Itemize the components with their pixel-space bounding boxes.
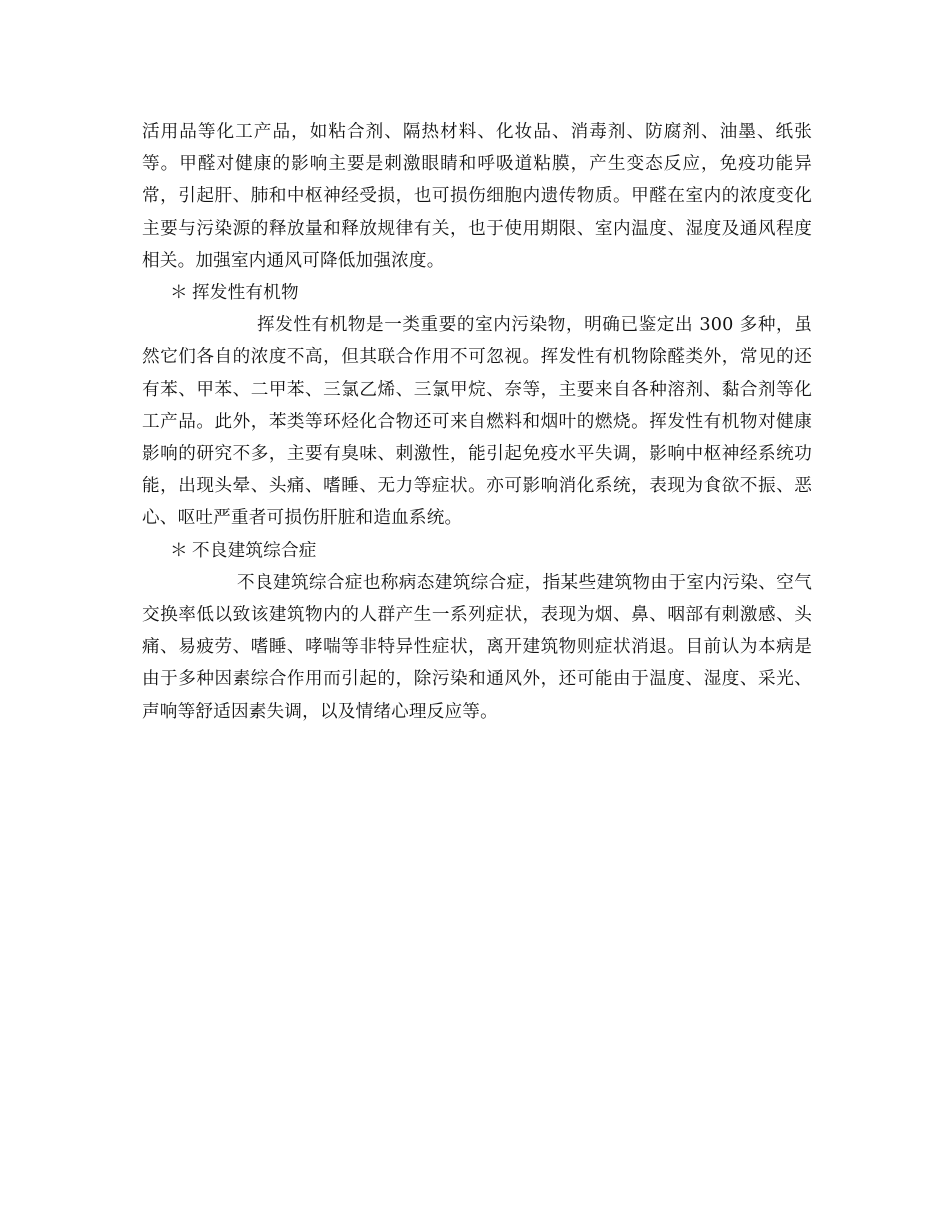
document-body <box>142 116 812 728</box>
section-heading-voc-text: 挥发性有机物 <box>192 283 299 304</box>
section-heading-sbs-text: 不良建筑综合症 <box>192 540 317 561</box>
paragraph-sick-building: 不良建筑综合症也称病态建筑综合症，指某些建筑物由于室内污染、空气交换率低以致该建筑物内的人群产生一系列症状，表现为烟、鼻、咽部有刺激感、头痛、易疲劳、嗜睡、哮喘等非特异性症状，离开建筑物则症状消退。目前认为本病是由于多种因素综合作用而引起的，除污染和通风外，还可能由于温度、湿度、采光、声响等舒适因素失调，以及情绪心理反应等。 <box>142 572 812 722</box>
paragraph-voc: 挥发性有机物是一类重要的室内污染物，明确已鉴定出 300 多种，虽然它们各自的浓度不高，但其联合作用不可忽视。挥发性有机物除醛类外，常见的还有苯、甲苯、二甲苯、三氯乙烯、三氯甲烷、奈等，主要来自各种溶剂、黏合剂等化工产品。此外，苯类等环烃化合物还可来自燃料和烟叶的燃烧。挥发性有机物对健康影响的研究不多，主要有臭味、刺激性，能引起免疫水平失调，影响中枢神经系统功能，出现头晕、头痛、嗜睡、无力等症状。亦可影响消化系统，表现为食欲不振、恶心、呕吐严重者可损伤肝脏和造血系统。 <box>142 315 812 529</box>
paragraph-formaldehyde: 活用品等化工产品，如粘合剂、隔热材料、化妆品、消毒剂、防腐剂、油墨、纸张等。甲醛对健康的影响主要是刺激眼睛和呼吸道粘膜，产生变态反应，免疫功能异常，引起肝、肺和中枢神经受损，也可损伤细胞内遗传物质。甲醛在室内的浓度变化主要与污染源的释放量和释放规律有关，也于使用期限、室内温度、湿度及通风程度相关。加强室内通风可降低加强浓度。 <box>142 122 812 271</box>
bullet-marker: ＊ <box>170 283 188 304</box>
bullet-marker: ＊ <box>170 540 188 561</box>
section-heading-sbs <box>142 535 812 567</box>
section-heading-voc <box>142 277 812 309</box>
